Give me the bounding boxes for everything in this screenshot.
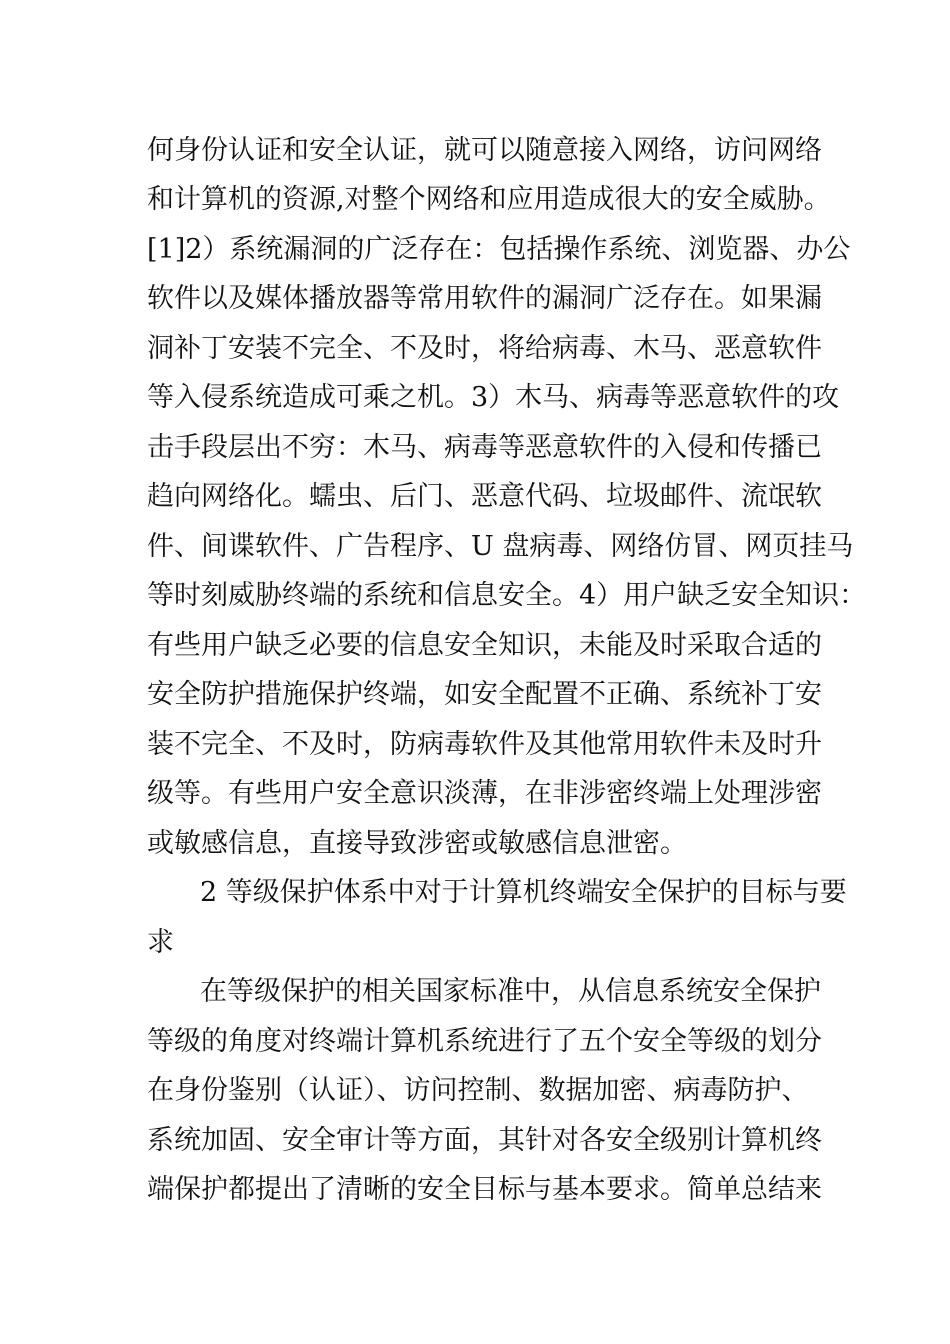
body-text-line: 端保护都提出了清晰的安全目标与基本要求。简单总结来 (147, 1174, 822, 1205)
body-text-line: 软件以及媒体播放器等常用软件的漏洞广泛存在。如果漏 (147, 283, 822, 314)
section-heading-continued: 求 (147, 927, 174, 958)
section-heading: 2 等级保护体系中对于计算机终端安全保护的目标与要 (200, 877, 847, 908)
body-text-line: [1]2）系统漏洞的广泛存在：包括操作系统、浏览器、办公 (147, 234, 851, 265)
body-text-line: 趋向网络化。蠕虫、后门、恶意代码、垃圾邮件、流氓软 (147, 481, 822, 512)
body-text-line: 级等。有些用户安全意识淡薄，在非涉密终端上处理涉密 (147, 778, 822, 809)
body-text-line: 和计算机的资源,对整个网络和应用造成很大的安全威胁。 (147, 184, 831, 215)
body-text-line: 在等级保护的相关国家标准中，从信息系统安全保护 (200, 976, 821, 1007)
body-text-line: 何身份认证和安全认证，就可以随意接入网络，访问网络 (147, 135, 822, 166)
body-text-line: 有些用户缺乏必要的信息安全知识，未能及时采取合适的 (147, 630, 822, 661)
body-text-line: 在身份鉴别（认证）、访问控制、数据加密、病毒防护、 (147, 1075, 809, 1106)
body-text-line: 系统加固、安全审计等方面，其针对各安全级别计算机终 (147, 1125, 822, 1156)
body-text-line: 击手段层出不穷：木马、病毒等恶意软件的入侵和传播已 (147, 432, 822, 463)
body-text-line: 或敏感信息，直接导致涉密或敏感信息泄密。 (147, 828, 687, 859)
body-text-line: 等时刻威胁终端的系统和信息安全。4）用户缺乏安全知识： (147, 580, 867, 611)
body-text-line: 装不完全、不及时，防病毒软件及其他常用软件未及时升 (147, 729, 822, 760)
body-text-line: 安全防护措施保护终端，如安全配置不正确、系统补丁安 (147, 679, 822, 710)
body-text-line: 等级的角度对终端计算机系统进行了五个安全等级的划分 (147, 1026, 822, 1057)
body-text-line: 等入侵系统造成可乘之机。3）木马、病毒等恶意软件的攻 (147, 382, 840, 413)
body-text-line: 件、间谍软件、广告程序、U 盘病毒、网络仿冒、网页挂马 (147, 531, 854, 562)
body-text-line: 洞补丁安装不完全、不及时，将给病毒、木马、恶意软件 (147, 333, 822, 364)
